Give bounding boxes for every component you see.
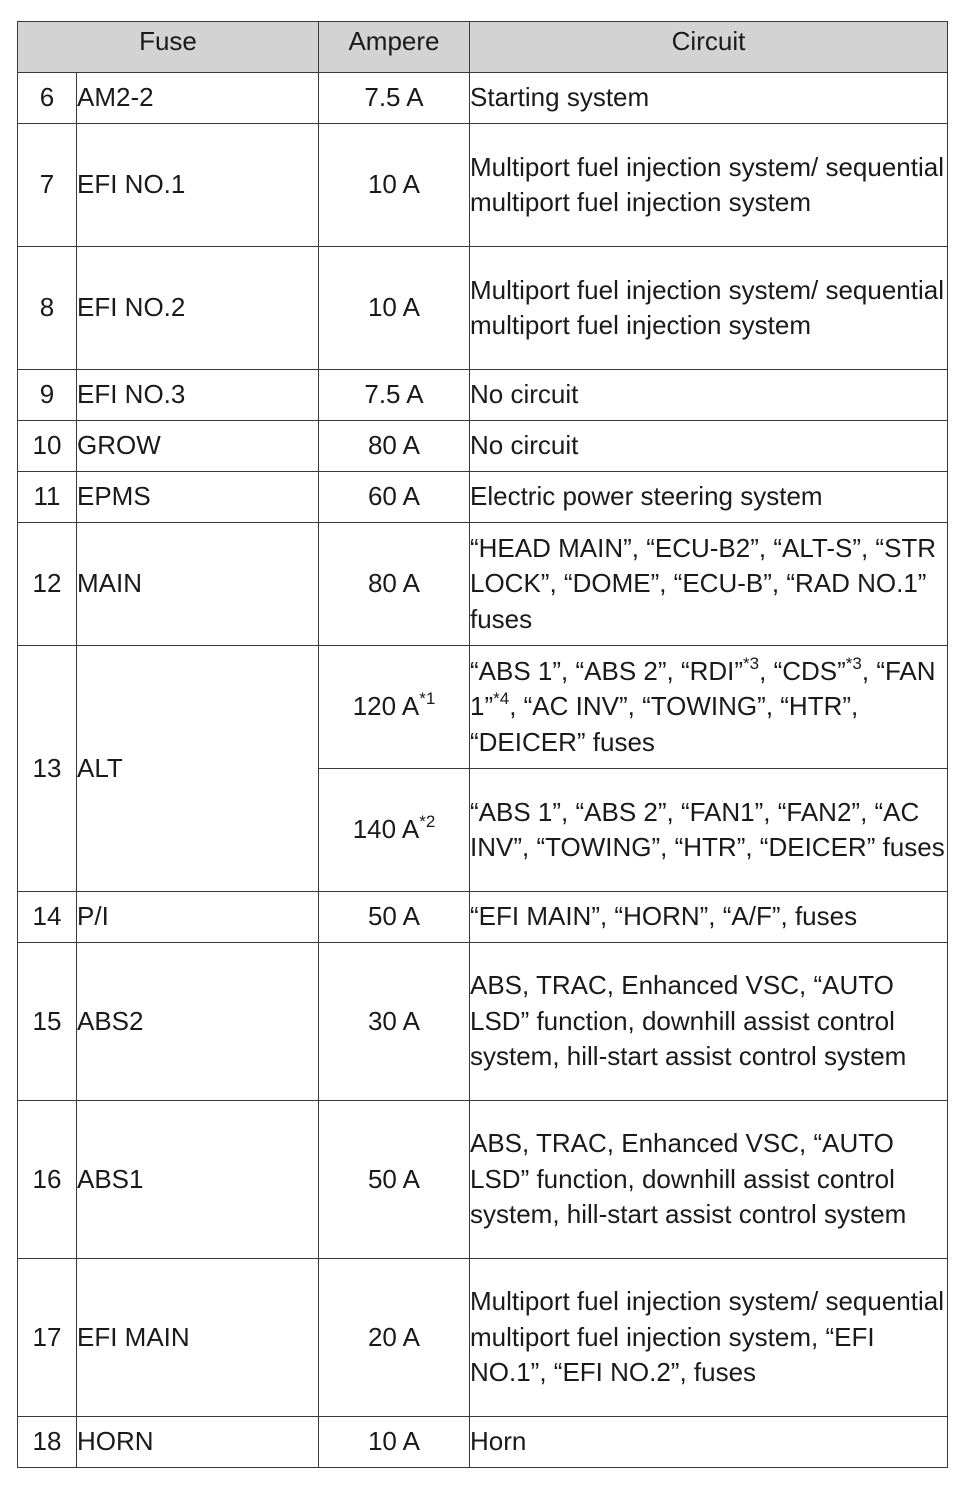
table-row (18, 943, 948, 1101)
footnote-marker: *4 (493, 689, 510, 709)
fuse-name: EFI NO.2 (77, 247, 319, 370)
fuse-name: EFI NO.3 (77, 370, 319, 421)
fuse-name: EFI MAIN (77, 1259, 319, 1417)
circuit-text: , “CDS” (759, 655, 846, 686)
ampere-value: 140 A (352, 814, 420, 845)
table-row (18, 892, 948, 943)
fuse-number: 8 (18, 247, 77, 370)
fuse-table (17, 21, 948, 1468)
fuse-ampere: 20 A (319, 1259, 470, 1417)
ampere-value: 120 A (352, 691, 420, 722)
header-ampere: Ampere (319, 22, 470, 73)
circuit-text: , “FAN 1” (470, 655, 936, 722)
fuse-ampere: 10 A (319, 124, 470, 247)
fuse-ampere (319, 646, 470, 769)
table-row (18, 370, 948, 421)
fuse-circuit: “HEAD MAIN”, “ECU-B2”, “ALT-S”, “STR LOCK”, “DOME”, “ECU-B”, “RAD NO.1” fuses (470, 523, 948, 646)
fuse-ampere: 80 A (319, 523, 470, 646)
fuse-name: EPMS (77, 472, 319, 523)
fuse-circuit: ABS, TRAC, Enhanced VSC, “AUTO LSD” function, downhill assist control system, hill-start assist control system (470, 1101, 948, 1259)
fuse-name: GROW (77, 421, 319, 472)
fuse-name: EFI NO.1 (77, 124, 319, 247)
fuse-number: 12 (18, 523, 77, 646)
fuse-name: ABS1 (77, 1101, 319, 1259)
fuse-ampere: 7.5 A (319, 370, 470, 421)
footnote-marker: *3 (743, 653, 760, 673)
fuse-ampere: 80 A (319, 421, 470, 472)
fuse-ampere: 7.5 A (319, 73, 470, 124)
fuse-number: 10 (18, 421, 77, 472)
fuse-circuit: Electric power steering system (470, 472, 948, 523)
fuse-circuit (470, 646, 948, 769)
fuse-circuit: Multiport fuel injection system/ sequential multiport fuel injection system (470, 124, 948, 247)
fuse-circuit: Starting system (470, 73, 948, 124)
fuse-circuit: ABS, TRAC, Enhanced VSC, “AUTO LSD” function, downhill assist control system, hill-start assist control system (470, 943, 948, 1101)
fuse-ampere: 60 A (319, 472, 470, 523)
fuse-name: ABS2 (77, 943, 319, 1101)
fuse-ampere: 50 A (319, 1101, 470, 1259)
fuse-circuit: “EFI MAIN”, “HORN”, “A/F”, fuses (470, 892, 948, 943)
fuse-circuit: Multiport fuel injection system/ sequential multiport fuel injection system, “EFI NO.1”, “EFI NO.2”, fuses (470, 1259, 948, 1417)
fuse-name: AM2-2 (77, 73, 319, 124)
fuse-name: HORN (77, 1417, 319, 1468)
table-row (18, 472, 948, 523)
footnote-marker: *3 (845, 653, 862, 673)
fuse-number: 13 (18, 646, 77, 892)
table-row (18, 421, 948, 472)
table-row (18, 124, 948, 247)
fuse-name: P/I (77, 892, 319, 943)
fuse-number: 16 (18, 1101, 77, 1259)
fuse-circuit: No circuit (470, 421, 948, 472)
fuse-ampere: 10 A (319, 247, 470, 370)
footnote-marker: *1 (419, 689, 436, 709)
fuse-number: 11 (18, 472, 77, 523)
fuse-number: 6 (18, 73, 77, 124)
table-row (18, 73, 948, 124)
circuit-text: , “AC INV”, “TOWING”, “HTR”, “DEICER” fuses (470, 691, 859, 757)
fuse-name: MAIN (77, 523, 319, 646)
table-row (18, 247, 948, 370)
fuse-circuit: No circuit (470, 370, 948, 421)
fuse-number: 15 (18, 943, 77, 1101)
fuse-circuit: Horn (470, 1417, 948, 1468)
fuse-ampere: 50 A (319, 892, 470, 943)
table-row (18, 1101, 948, 1259)
fuse-circuit: Multiport fuel injection system/ sequential multiport fuel injection system (470, 247, 948, 370)
table-row (18, 523, 948, 646)
fuse-number: 14 (18, 892, 77, 943)
fuse-circuit: “ABS 1”, “ABS 2”, “FAN1”, “FAN2”, “AC INV”, “TOWING”, “HTR”, “DEICER” fuses (470, 769, 948, 892)
fuse-name: ALT (77, 646, 319, 892)
fuse-number: 17 (18, 1259, 77, 1417)
fuse-ampere (319, 769, 470, 892)
table-header-row (18, 22, 948, 73)
fuse-ampere: 30 A (319, 943, 470, 1101)
fuse-number: 18 (18, 1417, 77, 1468)
table-row (18, 646, 948, 769)
fuse-ampere: 10 A (319, 1417, 470, 1468)
fuse-number: 9 (18, 370, 77, 421)
table-row (18, 1417, 948, 1468)
header-fuse: Fuse (18, 22, 319, 73)
fuse-number: 7 (18, 124, 77, 247)
table-row (18, 1259, 948, 1417)
circuit-text: “ABS 1”, “ABS 2”, “RDI” (470, 655, 744, 686)
footnote-marker: *2 (419, 812, 436, 832)
header-circuit: Circuit (470, 22, 948, 73)
